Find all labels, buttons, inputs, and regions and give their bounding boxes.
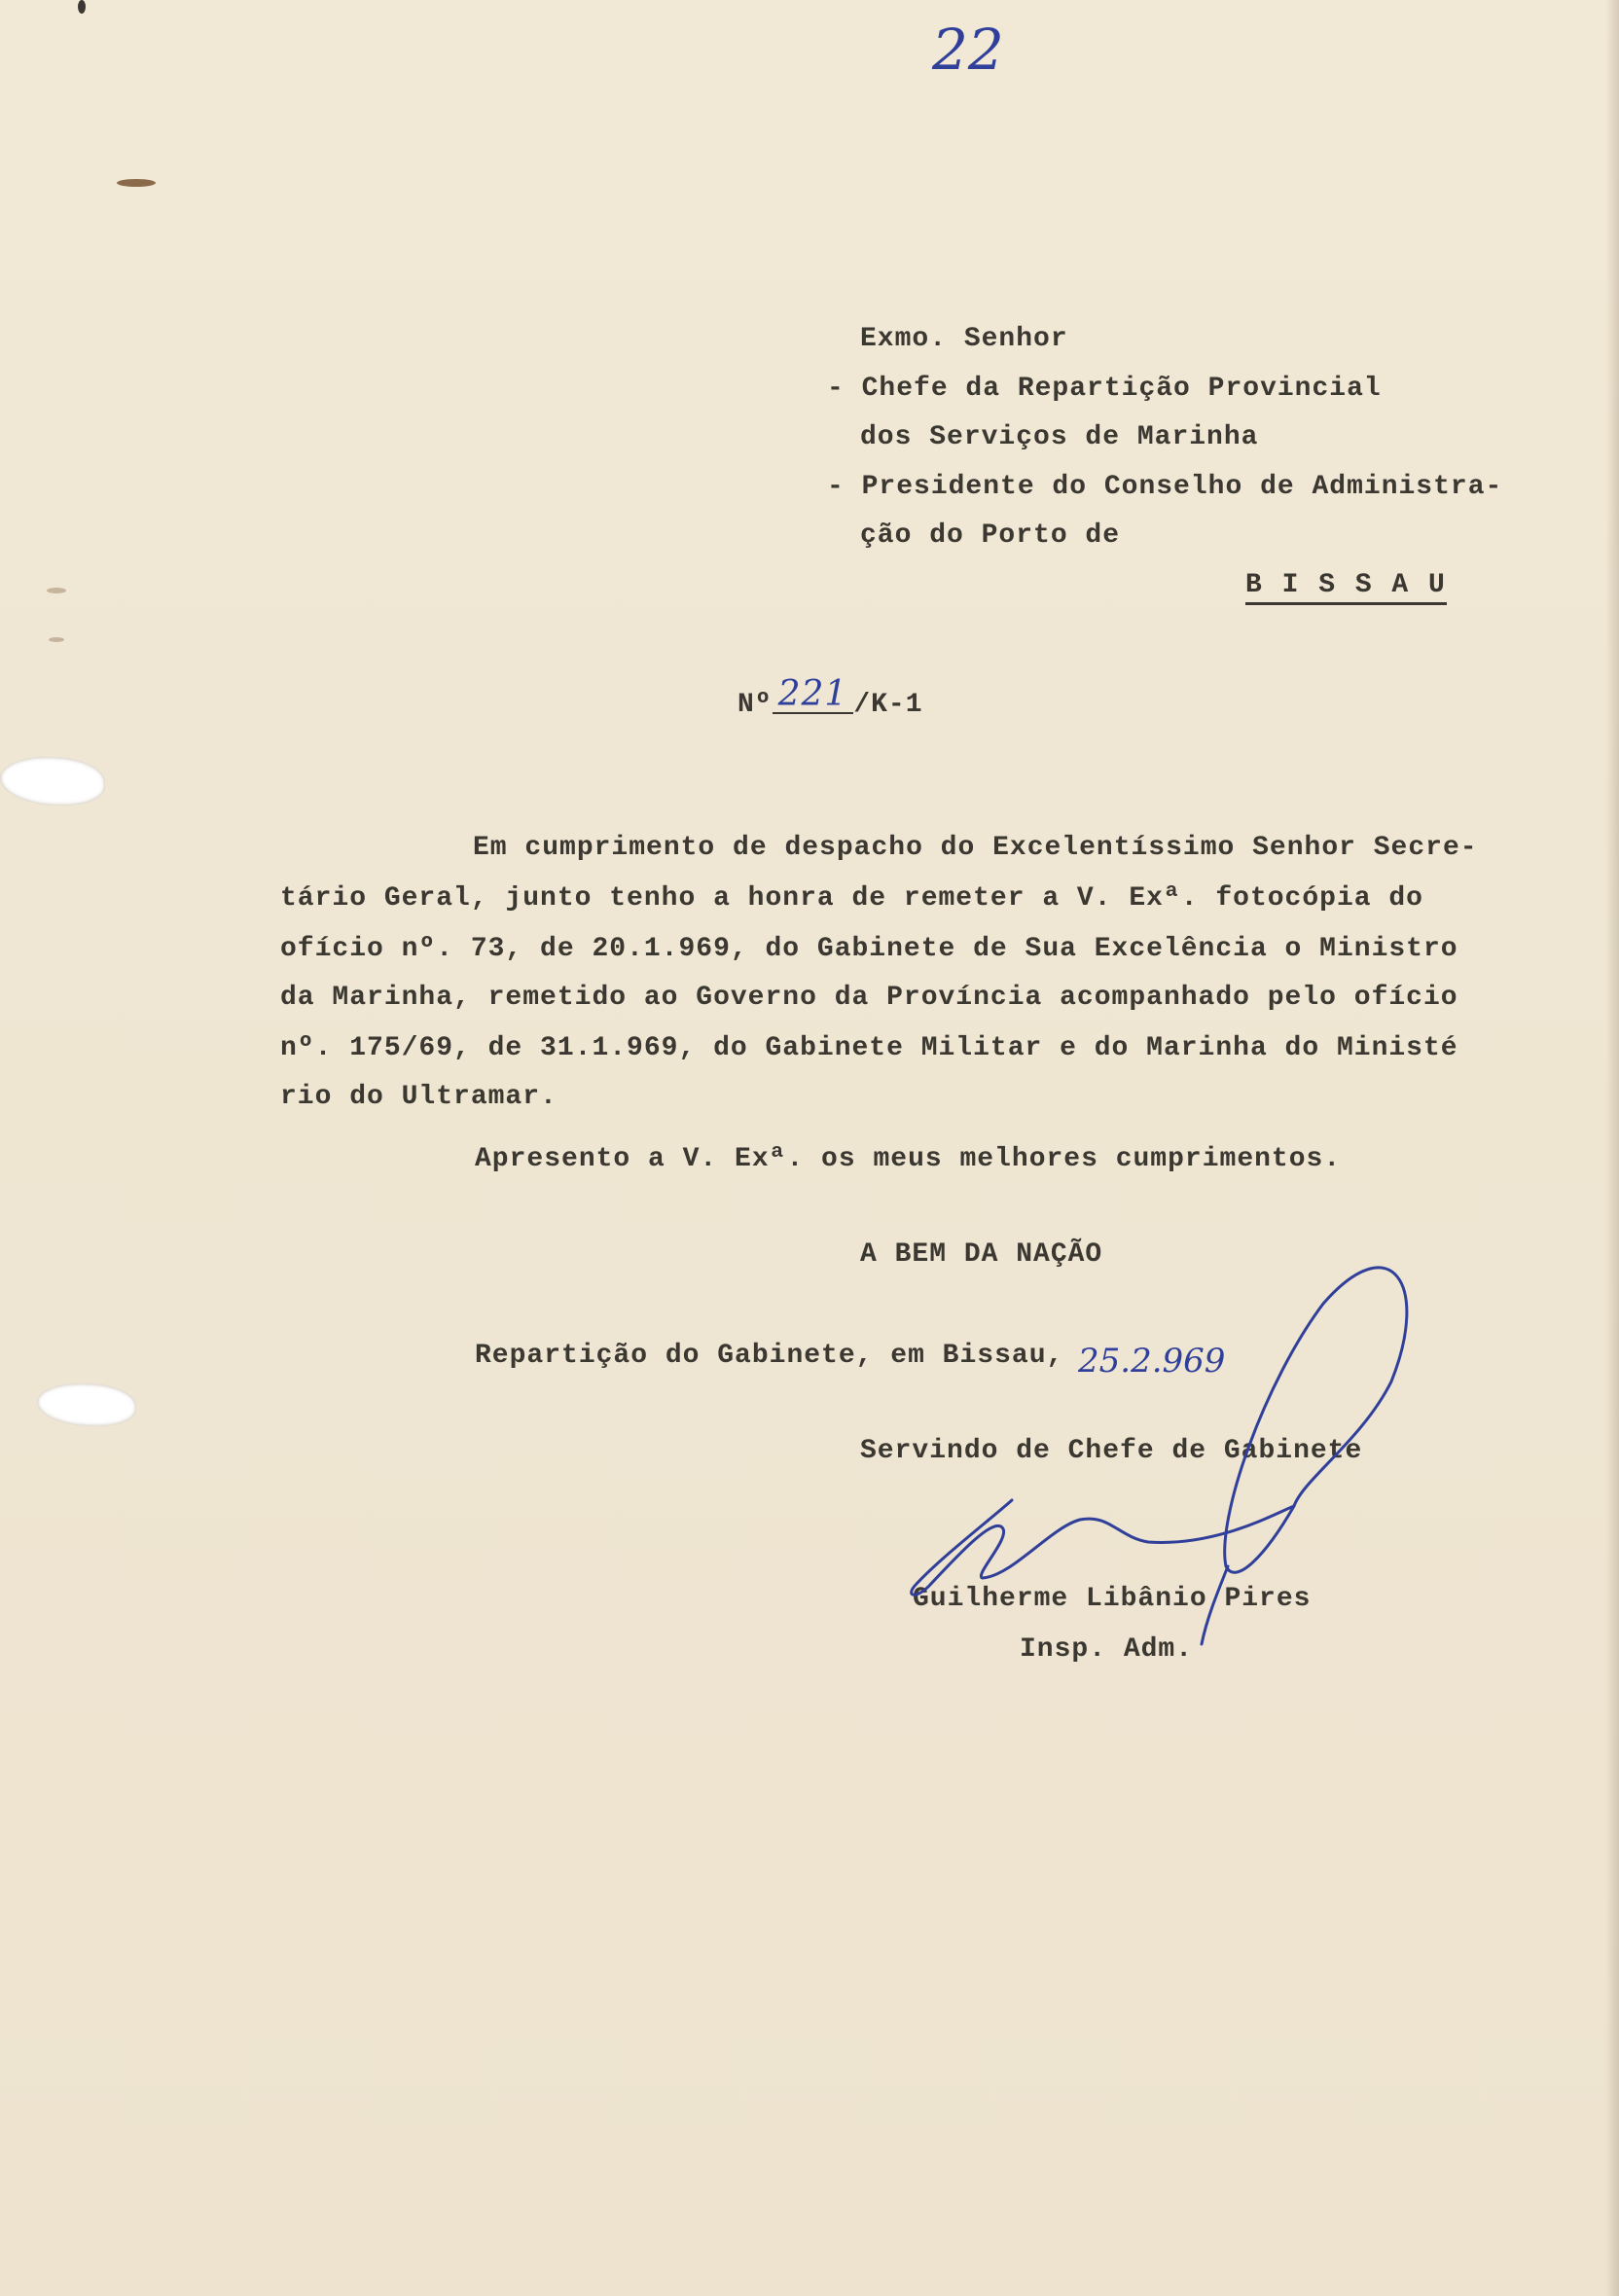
place-line: Repartição do Gabinete, em Bissau, — [475, 1341, 1064, 1371]
body-line-1: Em cumprimento de despacho do Excelentíssimo Senhor Secre- — [473, 833, 1478, 863]
ink-speck — [47, 588, 66, 593]
signatory-name: Guilherme Libânio Pires — [913, 1584, 1312, 1614]
addressee-city: B I S S A U — [1245, 572, 1447, 605]
addressee-line-4: ção do Porto de — [860, 520, 1121, 551]
addressee-line-1: - Chefe da Repartição Provincial — [827, 374, 1382, 404]
reference-handwritten-number: 221 — [773, 677, 854, 714]
handwritten-date: 25.2.969 — [1078, 1342, 1226, 1381]
addressee-line-3: - Presidente do Conselho de Administra- — [827, 472, 1503, 502]
body-line-3: ofício nº. 73, de 20.1.969, do Gabinete de Sua Excelência o Ministro — [280, 934, 1458, 964]
body-line-4: da Marinha, remetido ao Governo da Província acompanhado pelo ofício — [280, 983, 1458, 1013]
reference-suffix: /K-1 — [853, 690, 923, 720]
punch-hole-bottom — [37, 1383, 136, 1426]
handwritten-page-number: 22 — [932, 17, 1004, 83]
addressee-line-2: dos Serviços de Marinha — [860, 422, 1259, 452]
signatory-title: Insp. Adm. — [1020, 1634, 1194, 1665]
reference-number — [738, 674, 923, 720]
signature-loop — [1225, 1268, 1407, 1572]
motto: A BEM DA NAÇÃO — [860, 1239, 1103, 1270]
reference-prefix: Nº — [738, 690, 773, 720]
ink-speck — [117, 179, 156, 187]
body-line-5: nº. 175/69, de 31.1.969, do Gabinete Militar e do Marinha do Ministé — [280, 1033, 1458, 1063]
page-edge-shadow — [1605, 0, 1619, 2296]
signature-stroke — [912, 1500, 1294, 1595]
body-line-2: tário Geral, junto tenho a honra de remeter a V. Exª. fotocópia do — [280, 883, 1423, 914]
signatory-role: Servindo de Chefe de Gabinete — [860, 1436, 1363, 1466]
ink-speck — [49, 637, 64, 642]
punch-hole-top — [0, 757, 105, 806]
addressee-salutation: Exmo. Senhor — [860, 324, 1068, 354]
ink-speck — [78, 0, 86, 14]
closing-line: Apresento a V. Exª. os meus melhores cumprimentos. — [475, 1144, 1342, 1174]
body-line-6: rio do Ultramar. — [280, 1082, 558, 1112]
